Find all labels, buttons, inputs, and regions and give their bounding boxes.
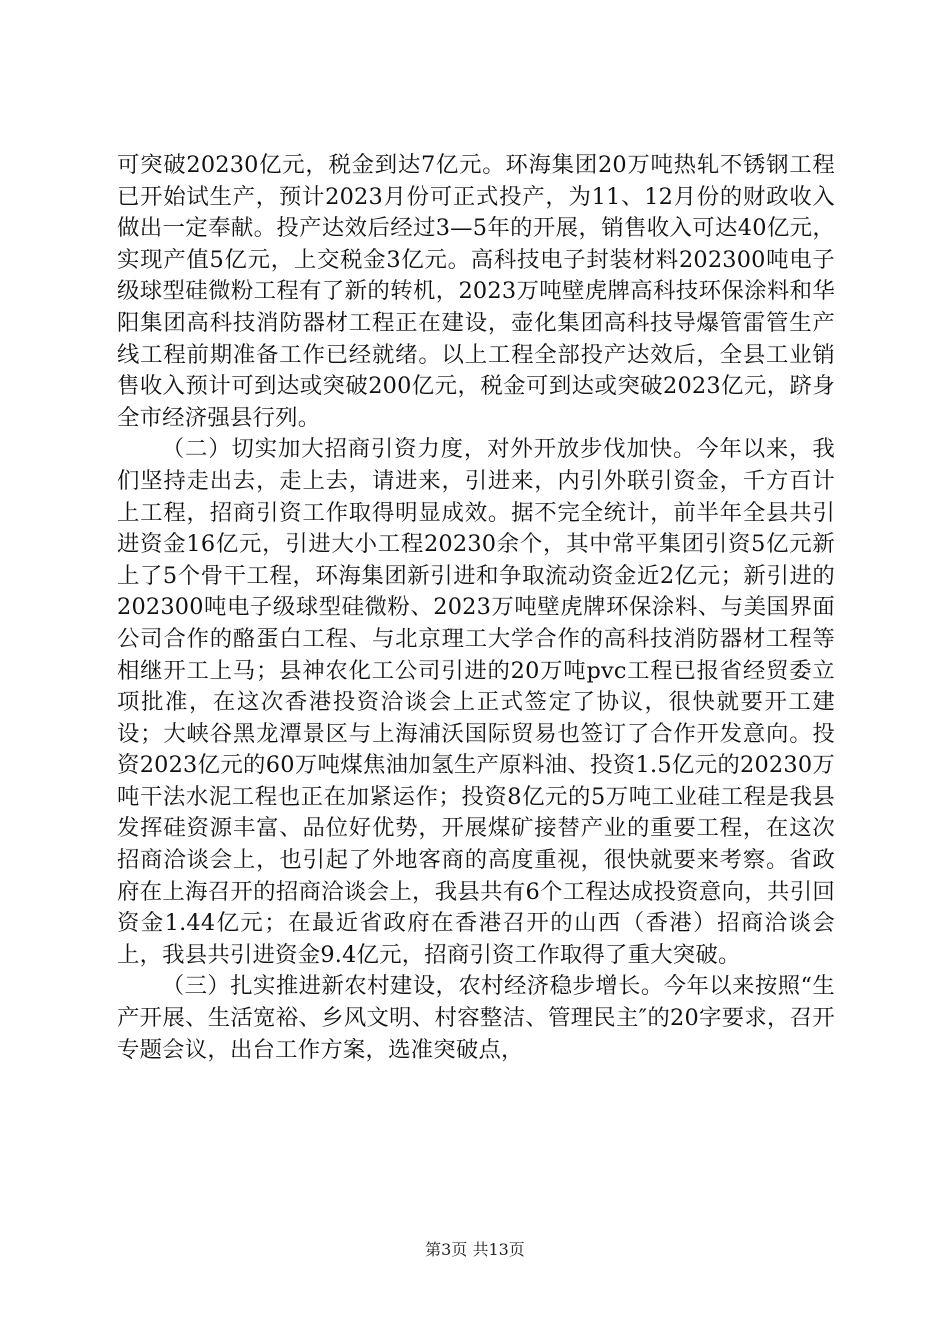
paragraph-new-countryside: （三）扎实推进新农村建设，农村经济稳步增长。今年以来按照“生产开展、生活宽裕、乡风文明、村容整洁、管理民主″的20字要求，召开专题会议，出台工作方案，选准突破点， — [117, 973, 835, 1063]
page-number-footer: 第3页 共13页 — [425, 1240, 525, 1259]
document-body — [117, 150, 835, 1066]
paragraph-industrial-projects: 可突破20230亿元，税金到达7亿元。环海集团20万吨热轧不锈钢工程已开始试生产，预计2023月份可正式投产，为11、12月份的财政收入做出一定奉献。投产达效后经过3—5年的开展，销售收入可达40亿元，实现产值5亿元，上交税金3亿元。高科技电子封装材料202300吨电子级球型硅微粉工程有了新的转机，2023万吨壁虎牌高科技环保涂料和华阳集团高科技消防器材工程正在建设，壶化集团高科技导爆管雷管生产线工程前期准备工作已经就绪。以上工程全部投产达效后，全县工业销售收入预计可到达或突破200亿元，税金可到达或突破2023亿元，跻身全市经济强县行列。 — [117, 152, 835, 431]
paragraph-investment-promotion: （二）切实加大招商引资力度，对外开放步伐加快。今年以来，我们坚持走出去，走上去，请进来，引进来，内引外联引资金，千方百计上工程，招商引资工作取得明显成效。据不完全统计，前半年全县共引进资金16亿元，引进大小工程20230余个，其中常平集团引资5亿元新上了5个骨干工程，环海集团新引进和争取流动资金近2亿元；新引进的202300吨电子级球型硅微粉、2023万吨壁虎牌环保涂料、与美国界面公司合作的酪蛋白工程、与北京理工大学合作的高科技消防器材工程等相继开工上马；县神农化工公司引进的20万吨pvc工程已报省经贸委立项批准，在这次香港投资洽谈会上正式签定了协议，很快就要开工建设；大峡谷黑龙潭景区与上海浦沃国际贸易也签订了合作开发意向。投资2023亿元的60万吨煤焦油加氢生产原料油、投资1.5亿元的20230万吨干法水泥工程也正在加紧运作；投资8亿元的5万吨工业硅工程是我县发挥硅资源丰富、品位好优势，开展煤矿接替产业的重要工程，在这次招商洽谈会上，也引起了外地客商的高度重视，很快就要来考察。省政府在上海召开的招商洽谈会上，我县共有6个工程达成投资意向，共引回资金1.44亿元；在最近省政府在香港召开的山西（香港）招商洽谈会上，我县共引进资金9.4亿元，招商引资工作取得了重大突破。 — [117, 436, 835, 968]
